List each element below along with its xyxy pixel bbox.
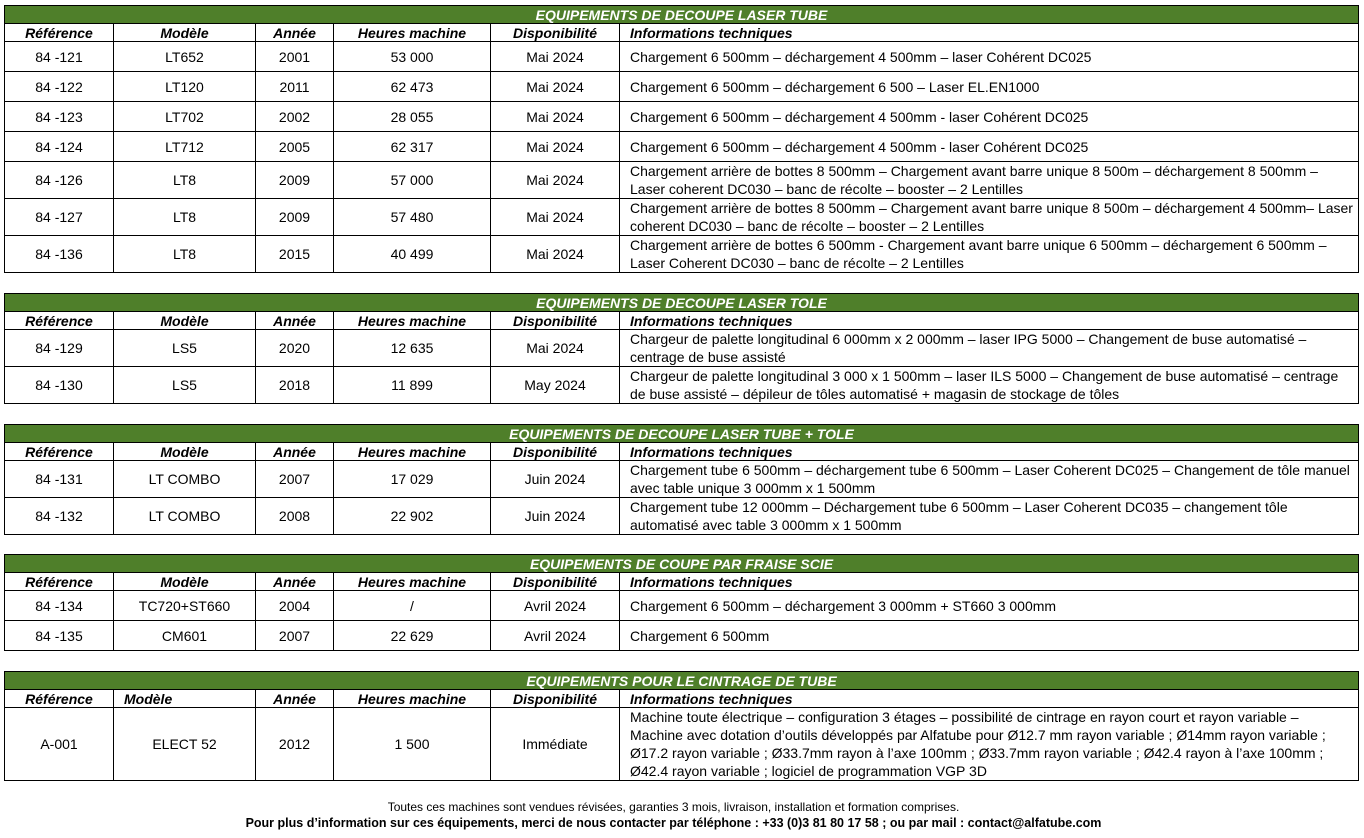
section-title: EQUIPEMENTS DE DECOUPE LASER TUBE (5, 6, 1359, 24)
header-row (5, 690, 1359, 708)
header-hours: Heures machine (334, 443, 491, 461)
header-year: Année (256, 443, 334, 461)
cell-info: Chargement 6 500mm – déchargement 3 000mm + ST660 3 000mm (620, 591, 1359, 621)
header-reference: Référence (5, 443, 114, 461)
header-year: Année (256, 312, 334, 330)
cell-year: 2015 (256, 236, 334, 273)
cell-reference: 84 -124 (5, 132, 114, 162)
header-availability: Disponibilité (491, 573, 620, 591)
table-row (5, 199, 1359, 236)
section-laser-tole (4, 293, 1359, 404)
header-year: Année (256, 690, 334, 708)
cell-info: Chargement 6 500mm – déchargement 4 500mm – laser Cohérent DC025 (620, 42, 1359, 72)
header-info: Informations techniques (620, 573, 1359, 591)
cell-model: CM601 (114, 621, 256, 651)
cell-info: Chargement 6 500mm (620, 621, 1359, 651)
cell-hours: 40 499 (334, 236, 491, 273)
cell-year: 2007 (256, 621, 334, 651)
cell-hours: 17 029 (334, 461, 491, 498)
cell-year: 2004 (256, 591, 334, 621)
cell-availability: Immédiate (491, 708, 620, 781)
table-row (5, 708, 1359, 781)
section-cintrage (4, 671, 1359, 781)
cell-year: 2009 (256, 199, 334, 236)
cell-hours: 1 500 (334, 708, 491, 781)
header-model: Modèle (114, 24, 256, 42)
equipment-table (4, 5, 1359, 273)
cell-availability: Juin 2024 (491, 461, 620, 498)
footer-warranty-note: Toutes ces machines sont vendues révisées, garanties 3 mois, livraison, installation et formation comprises. (387, 800, 960, 814)
table-row (5, 367, 1359, 404)
header-row (5, 312, 1359, 330)
cell-info: Machine toute électrique – configuration 3 étages – possibilité de cintrage en rayon court et rayon variable – Machine avec dotation d’outils développés par Alfatube pour Ø12.7 mm rayon variable ; Ø14mm rayon variable ; Ø17.2 rayon variable ; Ø33.7mm rayon à l’axe 100mm ; Ø33.7mm rayon variable ; Ø42.4 rayon à l’axe 100mm ; Ø42.4 rayon variable ; logiciel de programmation VGP 3D (620, 708, 1359, 781)
table-row (5, 591, 1359, 621)
cell-availability: Mai 2024 (491, 42, 620, 72)
cell-model: LT8 (114, 199, 256, 236)
cell-year: 2008 (256, 498, 334, 535)
header-info: Informations techniques (620, 443, 1359, 461)
header-year: Année (256, 573, 334, 591)
table-row (5, 102, 1359, 132)
table-row (5, 461, 1359, 498)
cell-hours: 11 899 (334, 367, 491, 404)
header-year: Année (256, 24, 334, 42)
cell-model: LT COMBO (114, 498, 256, 535)
equipment-table (4, 424, 1359, 535)
section-title: EQUIPEMENTS DE COUPE PAR FRAISE SCIE (5, 555, 1359, 573)
section-title: EQUIPEMENTS DE DECOUPE LASER TOLE (5, 294, 1359, 312)
header-hours: Heures machine (334, 573, 491, 591)
cell-model: TC720+ST660 (114, 591, 256, 621)
cell-reference: 84 -122 (5, 72, 114, 102)
cell-hours: 62 317 (334, 132, 491, 162)
cell-reference: 84 -132 (5, 498, 114, 535)
header-row (5, 24, 1359, 42)
cell-info: Chargement arrière de bottes 8 500mm – Chargement avant barre unique 8 500m – déchargement 8 500mm – Laser coherent DC030 – banc de récolte – booster – 2 Lentilles (620, 162, 1359, 199)
cell-hours: 12 635 (334, 330, 491, 367)
cell-info: Chargement tube 12 000mm – Déchargement tube 6 500mm – Laser Coherent DC035 – changement tôle automatisé avec table 3 000mm x 1 500mm (620, 498, 1359, 535)
cell-availability: Mai 2024 (491, 102, 620, 132)
cell-model: LT712 (114, 132, 256, 162)
equipment-table (4, 554, 1359, 651)
cell-availability: Avril 2024 (491, 621, 620, 651)
table-row (5, 42, 1359, 72)
cell-availability: Mai 2024 (491, 199, 620, 236)
cell-info: Chargeur de palette longitudinal 6 000mm x 2 000mm – laser IPG 5000 – Changement de buse automatisé – centrage de buse assisté (620, 330, 1359, 367)
header-reference: Référence (5, 24, 114, 42)
cell-year: 2007 (256, 461, 334, 498)
cell-info: Chargement 6 500mm – déchargement 6 500 – Laser EL.EN1000 (620, 72, 1359, 102)
header-model: Modèle (114, 312, 256, 330)
header-hours: Heures machine (334, 312, 491, 330)
header-reference: Référence (5, 312, 114, 330)
cell-availability: Mai 2024 (491, 236, 620, 273)
header-info: Informations techniques (620, 312, 1359, 330)
cell-hours: 22 902 (334, 498, 491, 535)
cell-model: LS5 (114, 367, 256, 404)
header-model: Modèle (114, 573, 256, 591)
section-title: EQUIPEMENTS DE DECOUPE LASER TUBE + TOLE (5, 425, 1359, 443)
cell-model: LT8 (114, 162, 256, 199)
header-row (5, 443, 1359, 461)
cell-reference: 84 -127 (5, 199, 114, 236)
cell-hours: 62 473 (334, 72, 491, 102)
cell-year: 2020 (256, 330, 334, 367)
cell-year: 2009 (256, 162, 334, 199)
cell-model: LT652 (114, 42, 256, 72)
cell-info: Chargement arrière de bottes 6 500mm - Chargement avant barre unique 6 500mm – déchargement 6 500mm – Laser Coherent DC030 – banc de récolte – 2 Lentilles (620, 236, 1359, 273)
cell-reference: 84 -129 (5, 330, 114, 367)
cell-availability: Avril 2024 (491, 591, 620, 621)
header-availability: Disponibilité (491, 312, 620, 330)
table-row (5, 162, 1359, 199)
header-reference: Référence (5, 573, 114, 591)
table-row (5, 72, 1359, 102)
cell-info: Chargement 6 500mm – déchargement 4 500mm - laser Cohérent DC025 (620, 132, 1359, 162)
equipment-table (4, 293, 1359, 404)
cell-reference: 84 -135 (5, 621, 114, 651)
table-row (5, 621, 1359, 651)
cell-info: Chargeur de palette longitudinal 3 000 x 1 500mm – laser ILS 5000 – Changement de buse automatisé – centrage de buse assisté – dépileur de tôles automatisé + magasin de stockage de tôles (620, 367, 1359, 404)
header-availability: Disponibilité (491, 24, 620, 42)
footer-contact: Pour plus d’information sur ces équipements, merci de nous contacter par téléphone : +33 (0)3 81 80 17 58 ; ou par mail : contact@alfatube.com (245, 816, 1102, 830)
cell-year: 2012 (256, 708, 334, 781)
cell-hours: / (334, 591, 491, 621)
cell-availability: Mai 2024 (491, 330, 620, 367)
equipment-table (4, 671, 1359, 781)
cell-hours: 28 055 (334, 102, 491, 132)
table-row (5, 132, 1359, 162)
cell-reference: A-001 (5, 708, 114, 781)
header-info: Informations techniques (620, 690, 1359, 708)
cell-reference: 84 -121 (5, 42, 114, 72)
cell-model: ELECT 52 (114, 708, 256, 781)
cell-availability: Juin 2024 (491, 498, 620, 535)
table-row (5, 236, 1359, 273)
cell-model: LS5 (114, 330, 256, 367)
cell-info: Chargement 6 500mm – déchargement 4 500mm - laser Cohérent DC025 (620, 102, 1359, 132)
table-row (5, 498, 1359, 535)
section-title: EQUIPEMENTS POUR LE CINTRAGE DE TUBE (5, 672, 1359, 690)
table-row (5, 330, 1359, 367)
cell-reference: 84 -131 (5, 461, 114, 498)
header-row (5, 573, 1359, 591)
cell-info: Chargement tube 6 500mm – déchargement tube 6 500mm – Laser Coherent DC025 – Changement de tôle manuel avec table unique 3 000mm x 1 500mm (620, 461, 1359, 498)
header-reference: Référence (5, 690, 114, 708)
section-fraise-scie (4, 554, 1359, 651)
cell-reference: 84 -134 (5, 591, 114, 621)
cell-availability: May 2024 (491, 367, 620, 404)
cell-model: LT COMBO (114, 461, 256, 498)
cell-year: 2001 (256, 42, 334, 72)
section-laser-tube (4, 5, 1359, 273)
header-hours: Heures machine (334, 690, 491, 708)
cell-hours: 53 000 (334, 42, 491, 72)
header-availability: Disponibilité (491, 443, 620, 461)
header-info: Informations techniques (620, 24, 1359, 42)
cell-hours: 22 629 (334, 621, 491, 651)
cell-model: LT120 (114, 72, 256, 102)
cell-availability: Mai 2024 (491, 162, 620, 199)
header-hours: Heures machine (334, 24, 491, 42)
cell-availability: Mai 2024 (491, 72, 620, 102)
cell-model: LT702 (114, 102, 256, 132)
cell-hours: 57 000 (334, 162, 491, 199)
header-model: Modèle (114, 443, 256, 461)
cell-year: 2005 (256, 132, 334, 162)
cell-availability: Mai 2024 (491, 132, 620, 162)
cell-reference: 84 -123 (5, 102, 114, 132)
cell-reference: 84 -126 (5, 162, 114, 199)
cell-year: 2018 (256, 367, 334, 404)
header-model: Modèle (114, 690, 256, 708)
cell-year: 2002 (256, 102, 334, 132)
cell-year: 2011 (256, 72, 334, 102)
cell-reference: 84 -136 (5, 236, 114, 273)
cell-reference: 84 -130 (5, 367, 114, 404)
cell-info: Chargement arrière de bottes 8 500mm – Chargement avant barre unique 8 500m – déchargement 4 500mm– Laser coherent DC030 – banc de récolte – booster – 2 Lentilles (620, 199, 1359, 236)
cell-hours: 57 480 (334, 199, 491, 236)
cell-model: LT8 (114, 236, 256, 273)
section-laser-tube-tole (4, 424, 1359, 535)
header-availability: Disponibilité (491, 690, 620, 708)
